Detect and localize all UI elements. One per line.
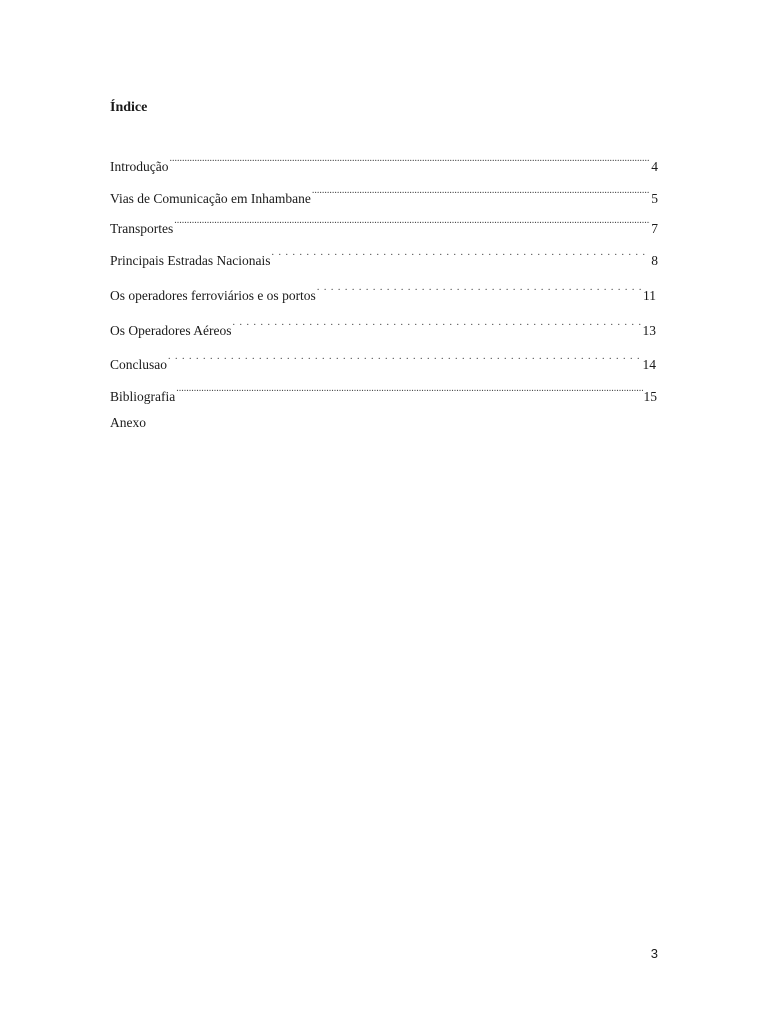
toc-entry-operadores-aereos[interactable] [110, 317, 656, 340]
toc-dot-leader [271, 247, 650, 265]
toc-entry-label: Anexo [110, 415, 146, 430]
toc-entry-introducao[interactable] [110, 153, 658, 176]
toc-entry-page: 4 [651, 159, 658, 174]
toc-heading: Índice [110, 100, 148, 115]
toc-dot-leader [169, 153, 650, 171]
toc-entry-transportes[interactable] [110, 215, 658, 238]
toc-entry-label: Vias de Comunicação em Inhambane [110, 191, 311, 206]
toc-entry-label: Conclusao [110, 357, 167, 372]
toc-entry-label: Transportes [110, 221, 174, 236]
toc-entry-label: Bibliografia [110, 389, 176, 404]
toc-entry-vias-de-comunicacao[interactable] [110, 185, 658, 208]
toc-dot-leader [232, 317, 641, 335]
toc-entry-label: Os operadores ferroviários e os portos [110, 288, 316, 303]
toc-dot-leader [317, 282, 642, 300]
toc-entry-anexo[interactable] [110, 414, 658, 432]
toc-dot-leader [174, 215, 650, 233]
toc-entry-page: 5 [651, 191, 658, 206]
toc-entry-page: 11 [643, 288, 656, 303]
toc-entry-page: 8 [651, 253, 658, 268]
toc-entry-label: Introdução [110, 159, 169, 174]
toc-entry-conclusao[interactable] [110, 351, 656, 374]
page-number: 3 [650, 946, 658, 961]
toc-entry-bibliografia[interactable] [110, 383, 657, 406]
toc-entry-principais-estradas[interactable] [110, 247, 658, 270]
toc-entry-page: 13 [642, 323, 656, 338]
toc-entry-page: 7 [651, 221, 658, 236]
toc-dot-leader [168, 351, 642, 369]
toc-entry-label: Principais Estradas Nacionais [110, 253, 271, 268]
toc-entry-page: 15 [643, 389, 657, 404]
toc-dot-leader [312, 185, 650, 203]
toc-entry-label: Os Operadores Aéreos [110, 323, 232, 338]
toc-dot-leader [176, 383, 642, 401]
toc-entry-page: 14 [642, 357, 656, 372]
toc-entry-operadores-ferroviarios[interactable] [110, 282, 656, 305]
